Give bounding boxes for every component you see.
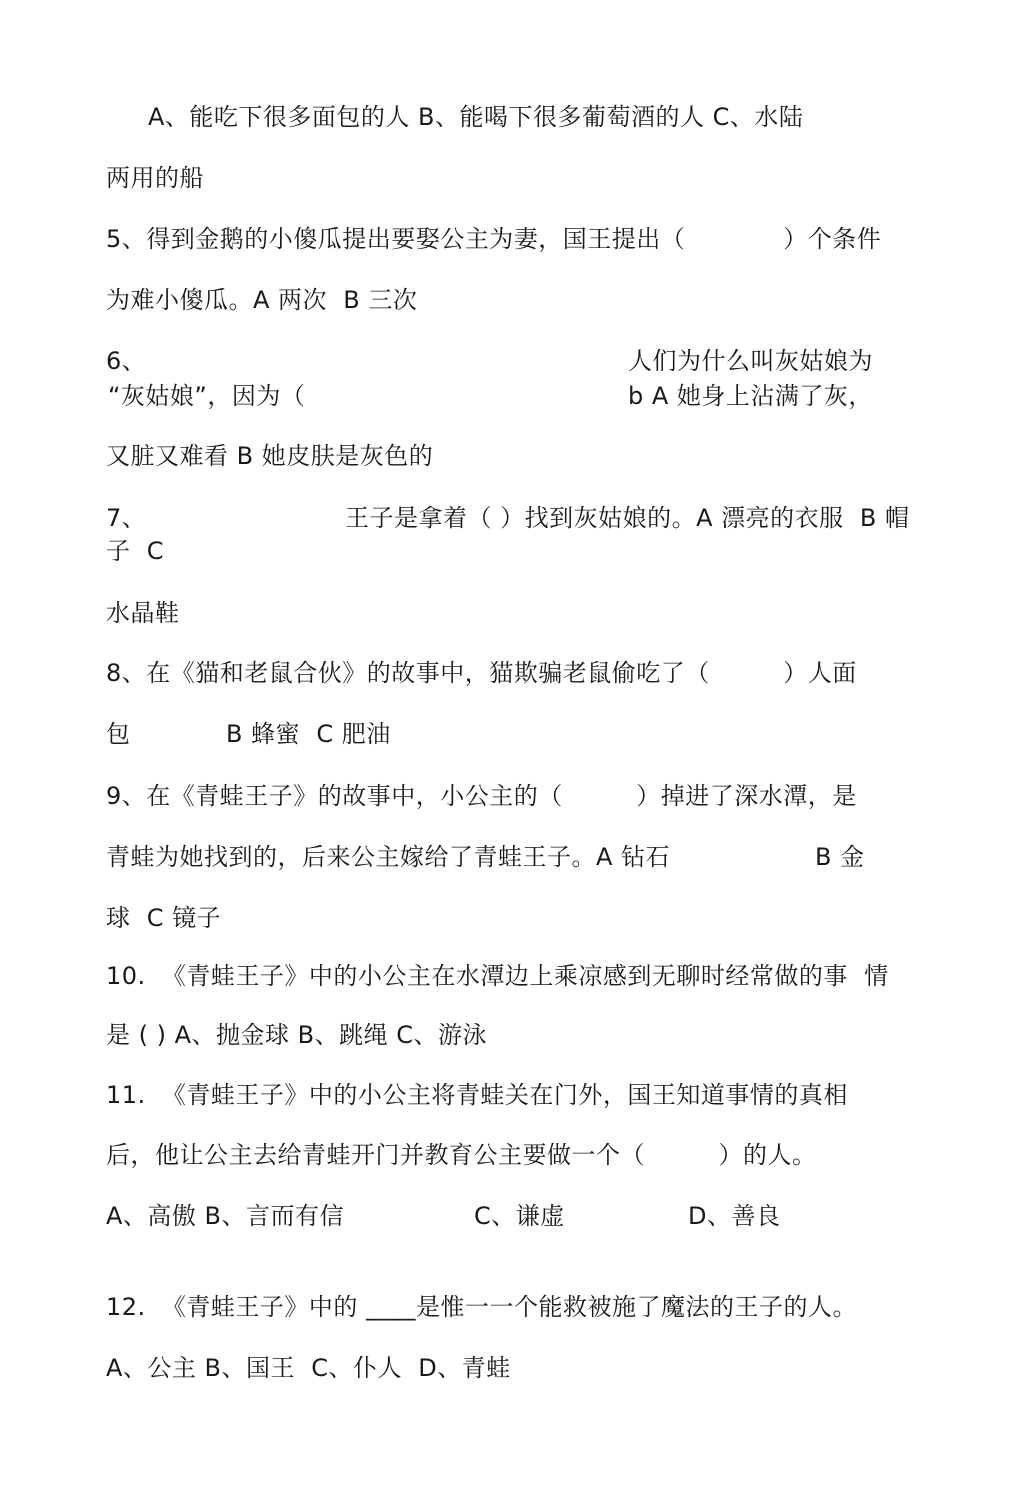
text-line: 又脏又难看 B 她皮肤是灰色的 (106, 442, 434, 470)
text-line: 人们为什么叫灰姑娘为 (628, 347, 873, 375)
text-line: 8、在《猫和老鼠合伙》的故事中，猫欺骗老鼠偷吃了（ ）人面 (106, 659, 857, 687)
text-line: B 蜂蜜 C 肥油 (226, 720, 391, 748)
text-line: 水晶鞋 (106, 599, 180, 627)
text-line: 是 ( ) A、抛金球 B、跳绳 C、游泳 (106, 1021, 488, 1049)
text-line: 12. 《青蛙王子》中的 ____是惟一一个能救被施了魔法的王子的人。 (106, 1293, 858, 1321)
text-line: b A 她身上沾满了灰， (628, 382, 873, 410)
text-line: 青蛙为她找到的，后来公主嫁给了青蛙王子。A 钻石 (106, 843, 671, 871)
text-line: 11. 《青蛙王子》中的小公主将青蛙关在门外，国王知道事情的真相 (106, 1081, 848, 1109)
text-line: A、能吃下很多面包的人 B、能喝下很多葡萄酒的人 C、水陆 (148, 103, 804, 131)
text-line: 王子是拿着（ ）找到灰姑娘的。A 漂亮的衣服 B 帽 (345, 504, 910, 532)
text-line: 后，他让公主去给青蛙开门并教育公主要做一个（ ）的人。 (106, 1141, 817, 1169)
text-line: D、善良 (688, 1202, 781, 1230)
text-line: “灰姑娘”，因为（ (108, 382, 306, 410)
text-line: 子 C (106, 537, 165, 565)
text-line: 为难小傻瓜。A 两次 B 三次 (106, 286, 418, 314)
text-line: C、谦虚 (474, 1202, 565, 1230)
text-line: 9、在《青蛙王子》的故事中，小公主的（ ）掉进了深水潭，是 (106, 782, 857, 810)
text-line: 球 C 镜子 (106, 904, 222, 932)
text-line: 包 (106, 720, 131, 748)
text-line: 两用的船 (106, 164, 204, 192)
text-line: 7、 (106, 504, 147, 532)
text-line: 6、 (106, 347, 147, 375)
text-line: A、高傲 B、言而有信 (106, 1202, 345, 1230)
text-line: 10. 《青蛙王子》中的小公主在水潭边上乘凉感到无聊时经常做的事 情 (106, 962, 889, 990)
text-line: A、公主 B、国王 C、仆人 D、青蛙 (106, 1354, 511, 1382)
text-line: 5、得到金鹅的小傻瓜提出要娶公主为妻，国王提出（ ）个条件 (106, 225, 882, 253)
text-line: B 金 (815, 843, 865, 871)
